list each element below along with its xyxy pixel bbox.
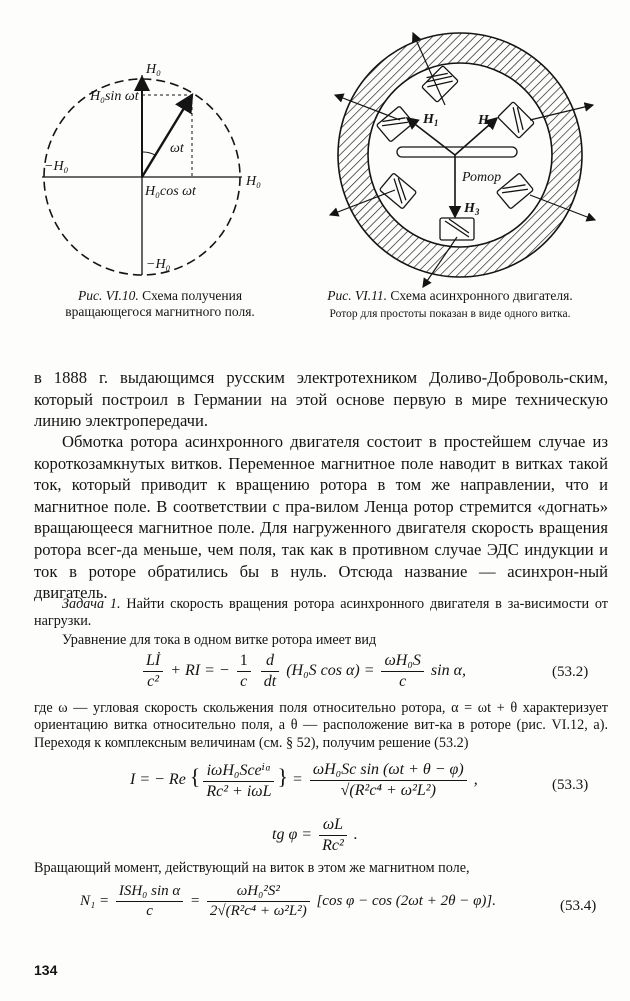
caption-vi-11 xyxy=(316,288,584,321)
caption-text: Схема асинхронного двигателя. xyxy=(390,288,573,303)
equation-term: I = − Re xyxy=(130,771,186,789)
caption-text: Схема получения вращающегося магнитного поля. xyxy=(65,288,255,319)
stator-coil xyxy=(498,102,535,139)
caption-lead: Рис. VI.10. xyxy=(77,288,139,303)
rotor-coil xyxy=(397,147,517,157)
paragraph-current-equation: Уравнение для тока в одном витке ротора имеет вид xyxy=(62,632,377,648)
paragraph-history: в 1888 г. выдающимся русским электротехником Доливо-Доброволь-ским, который построил в Германии на этой основе первую в мире техническую линию электропередачи. xyxy=(34,368,608,431)
resultant-vector-arrow xyxy=(142,95,192,177)
paragraph-notation: где ω — угловая скорость скольжения поля относительно ротора, α = ωt + θ характеризует ориентацию витка относительно поля, а θ — расположение вит-ка в роторе (рис. VI.12, а). Переходя к комплексным величинам (см. § 52), получим решение (53.2) xyxy=(34,700,608,751)
label-h0-top: H₀ xyxy=(146,62,161,77)
angle-arc xyxy=(142,152,155,155)
equation-term: sin α, xyxy=(430,662,466,680)
equation-number: (53.3) xyxy=(552,777,589,793)
fraction: $\frac{\omega L}{\text{Rc²}}$ xyxy=(319,816,347,855)
fraction: $\frac{\text{ωH₀S}}{c}$ xyxy=(381,652,423,691)
stator-coil xyxy=(496,173,533,209)
fraction: $\frac{1}{c}$ xyxy=(237,652,251,691)
label-h0-sin: H₀sin ωt xyxy=(90,89,139,104)
equation-term: = xyxy=(190,892,201,909)
label-rotor: Ротор xyxy=(462,170,502,185)
equation-term: . xyxy=(353,826,358,844)
equation-53-3: I = − Re { $\frac{\text{iωH₀Sceⁱᵅ}}{\text{Rc² + iωL}}$ } = $\frac{\text{ωH₀Sc sin (ωt + θ − φ)}}{\text{√(R²c⁴ + ω²L²)}}$ , xyxy=(130,761,478,800)
caption-vi-10 xyxy=(40,288,280,320)
fraction: $\frac{\text{ISH₀ sin α}}{c}$ xyxy=(116,883,183,920)
caption-note: Ротор для простоты показан в виде одного витка. xyxy=(329,308,571,320)
label-h3: $H_3$ xyxy=(464,201,480,217)
equation-number: (53.4) xyxy=(560,898,597,914)
fraction: $\frac{\text{ωH₀²S²}}{\text{2√(R²c⁴ + ω²L²)}}$ xyxy=(207,883,310,920)
fraction: $\frac{d}{dt}$ xyxy=(261,652,279,691)
label-h0-cos: H₀cos ωt xyxy=(145,184,196,199)
equation-term: , xyxy=(473,771,478,789)
label-h2: $H_2$ xyxy=(478,113,494,129)
equation-term: N₁ = xyxy=(80,892,110,909)
stator-coil xyxy=(376,106,413,142)
label-h1: $H_1$ xyxy=(423,112,439,128)
equation-number: (53.2) xyxy=(552,664,589,680)
equation-53-4 xyxy=(80,883,496,920)
figure-vi-10 xyxy=(30,55,300,285)
equation-term: + RI = − xyxy=(170,662,230,680)
task-lead: Задача 1. xyxy=(62,596,121,612)
paragraph-rotor-winding: Обмотка ротора асинхронного двигателя состоит в простейшем случае из короткозамкнутых витков. Переменное магнитное поле наводит в витках такой ток, который приводит к вращению ротора в том же направлении, что и магнитное поле. В соответствии с пра-вилом Ленца ротор стремится «догнать» вращающееся магнитное поле. Для нагруженного двигателя скорость вращения ротора всег-да меньше, чем поля, так как в противном случае ЭДС индукции и ток в роторе обратились бы в нуль. Отсюда название — асинхрон-ный двигатель. xyxy=(34,432,608,603)
page-number: 134 xyxy=(34,962,58,978)
equation-53-2 xyxy=(140,652,466,691)
equation-term: tg φ = xyxy=(272,826,313,844)
caption-lead: Рис. VI.11. xyxy=(327,288,388,303)
label-h0-right: H₀ xyxy=(246,174,261,189)
equation-term: = xyxy=(292,771,303,789)
label-minus-h0-bottom: −H₀ xyxy=(146,257,171,272)
equation-term: (H₀S cos α) = xyxy=(286,662,375,680)
figure-vi-11 xyxy=(325,25,610,290)
task-text: Найти скорость вращения ротора асинхронного двигателя в за-висимости от нагрузки. xyxy=(34,596,608,630)
fraction: $\frac{\text{iωH₀Sceⁱᵅ}}{\text{Rc² + iωL}}$ xyxy=(203,760,274,801)
fraction: $\frac{\text{ωH₀Sc sin (ωt + θ − φ)}}{\text{√(R²c⁴ + ω²L²)}}$ xyxy=(310,761,467,800)
paragraph-torque: Вращающий момент, действующий на виток в этом же магнитном поле, xyxy=(34,860,470,876)
label-omega-t: ωt xyxy=(170,141,184,156)
equation-term: [cos φ − cos (2ωt + 2θ − φ)]. xyxy=(316,892,496,909)
stator-coil xyxy=(440,218,474,240)
label-minus-h0-left: −H₀ xyxy=(44,159,69,174)
fraction: $\frac{Lİ}{\text{c²}}$ xyxy=(143,652,163,691)
task-1 xyxy=(34,596,608,631)
stator-coil xyxy=(379,173,416,209)
equation-tg-phi xyxy=(272,816,358,855)
